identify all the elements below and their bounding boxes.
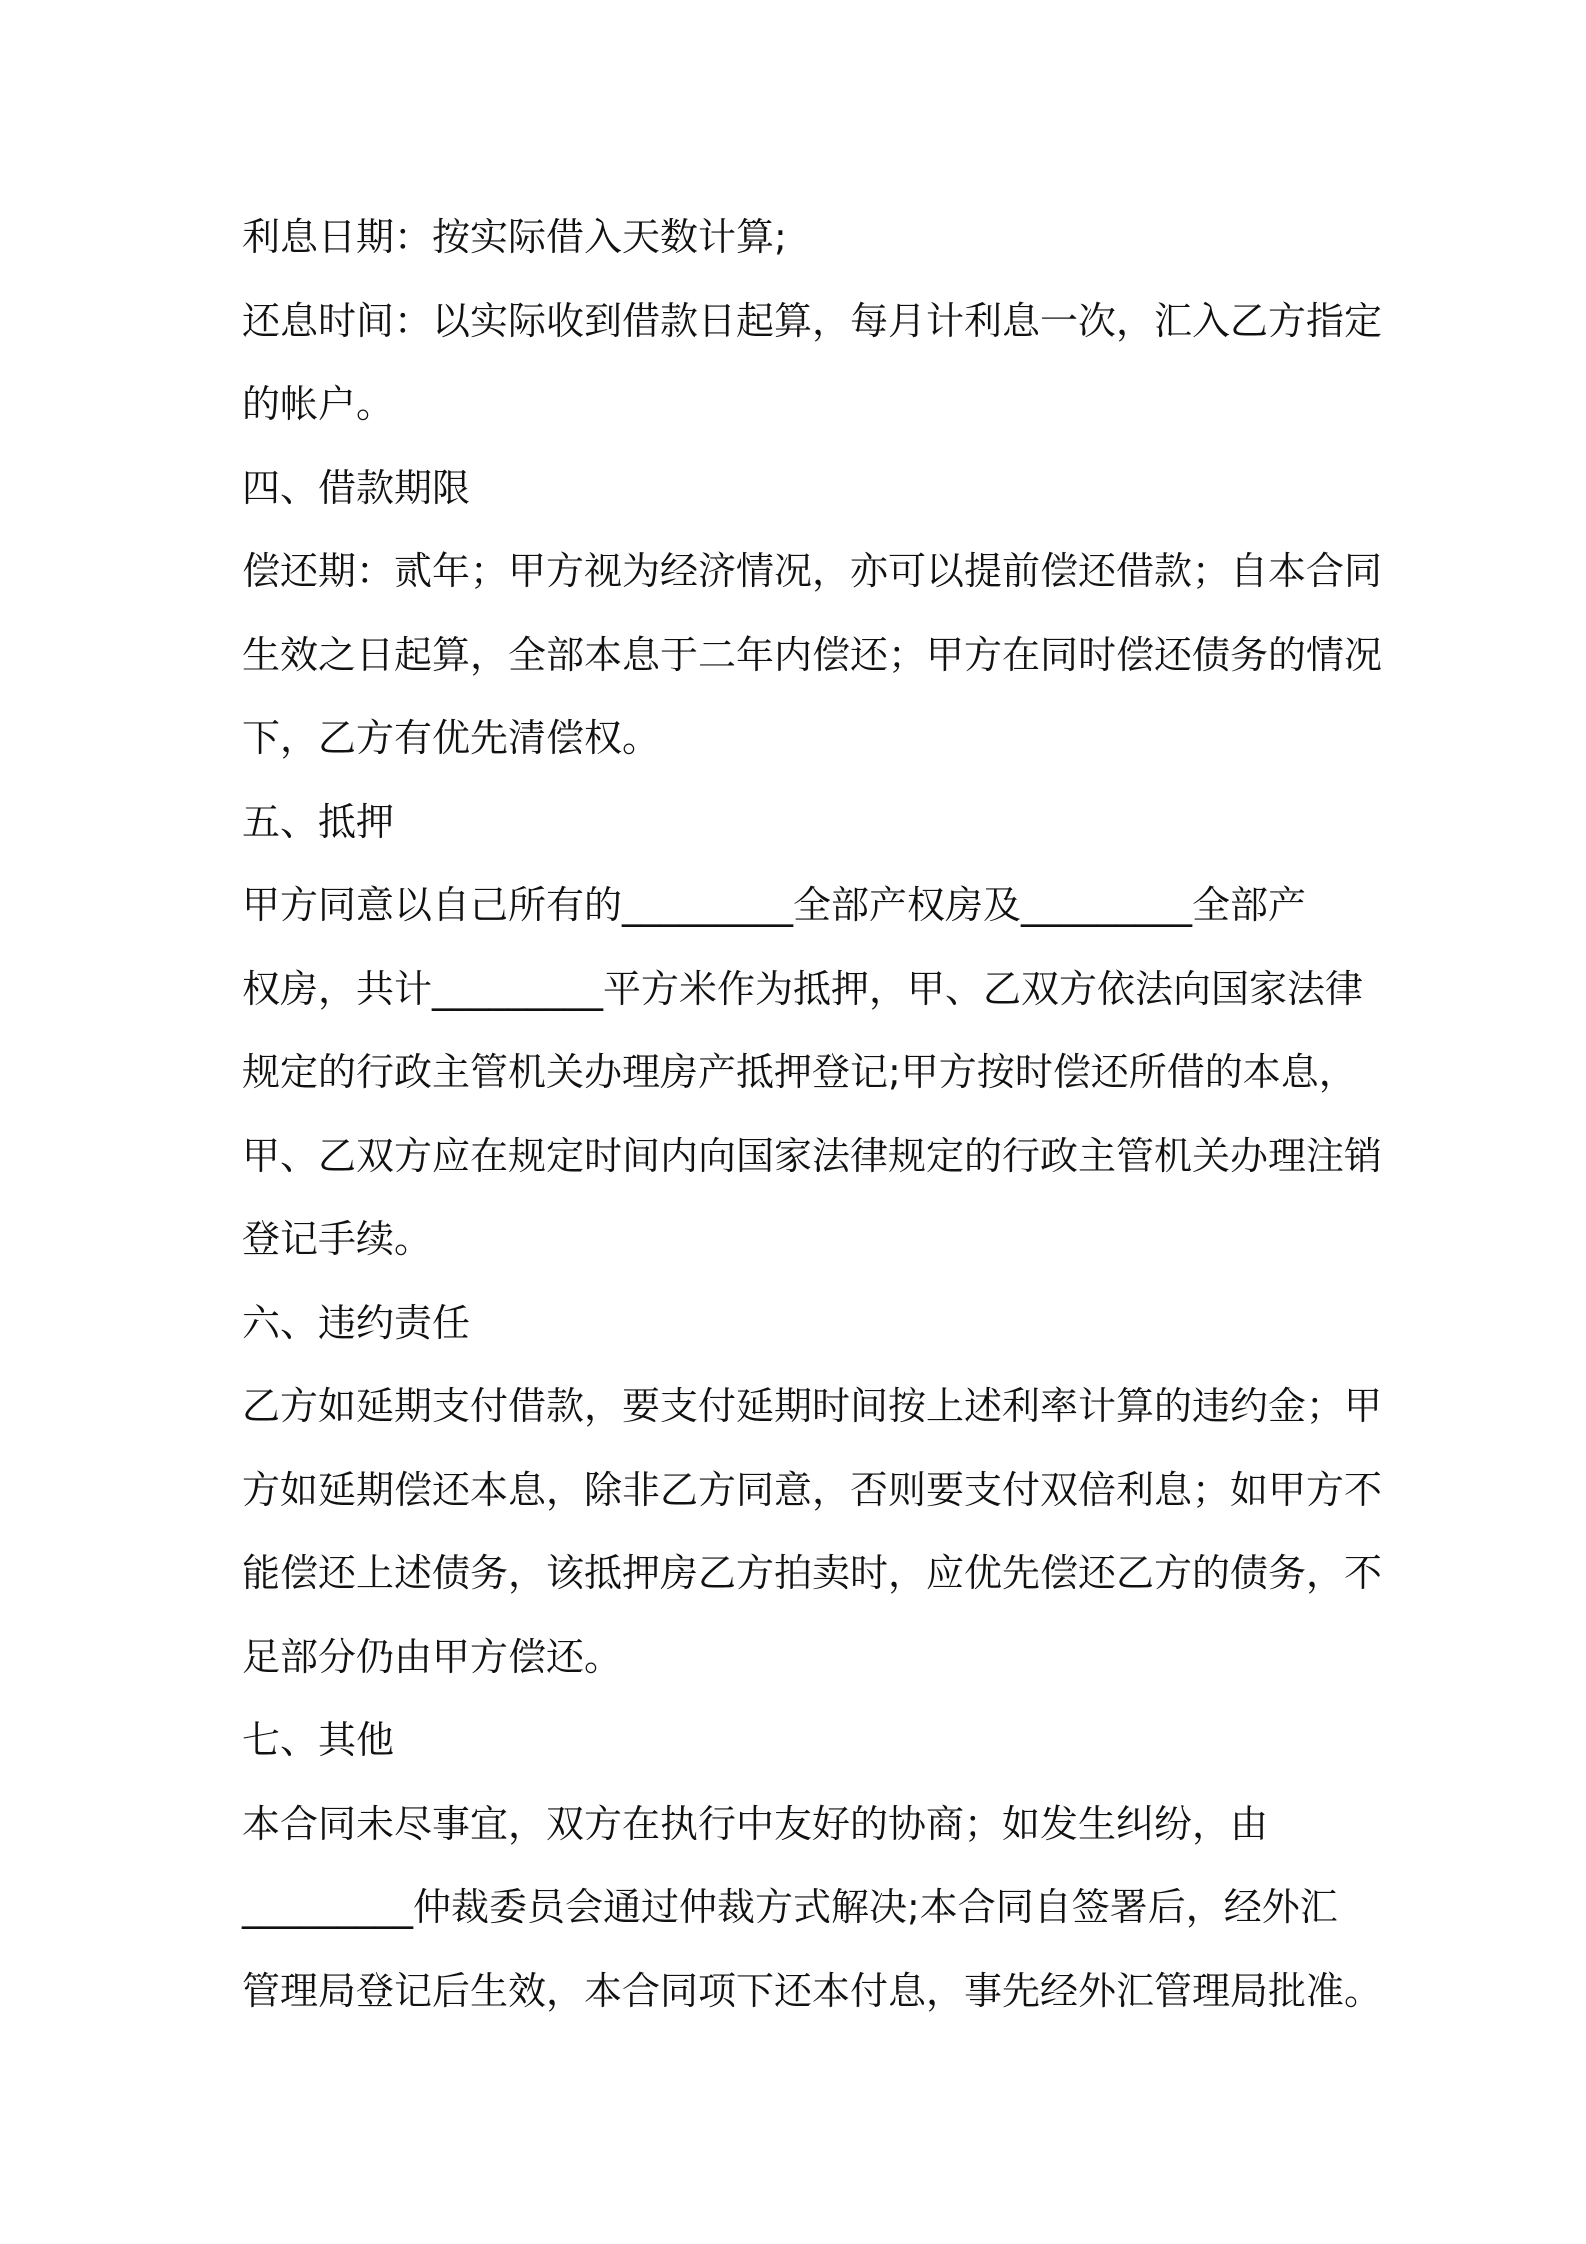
text-line-mortgage-1: 甲方同意以自己所有的_________全部产权房及_________全部产 [242,883,1307,927]
text-line-interest-payment-cont: 的帐户。 [242,382,395,426]
text-line-interest-payment: 还息时间：以实际收到借款日起算，每月计利息一次，汇入乙方指定 [242,298,1383,343]
text-line-repayment-1: 偿还期：贰年；甲方视为经济情况，亦可以提前偿还借款；自本合同 [242,549,1383,593]
text-line-interest-date: 利息日期：按实际借入天数计算; [242,215,787,259]
document-page [242,196,1383,2033]
section-heading-mortgage: 五、抵押 [242,799,395,844]
section-heading-other: 七、其他 [242,1718,395,1762]
text-line-other-1: 本合同未尽事宜，双方在执行中友好的协商；如发生纠纷，由 [242,1801,1269,1846]
text-line-breach-1: 乙方如延期支付借款，要支付延期时间按上述利率计算的违约金；甲 [242,1384,1383,1428]
text-line-mortgage-5: 登记手续。 [242,1217,433,1261]
text-line-mortgage-4: 甲、乙双方应在规定时间内向国家法律规定的行政主管机关办理注销 [242,1133,1383,1178]
text-line-repayment-3: 下，乙方有优先清偿权。 [242,716,661,760]
section-heading-breach-liability: 六、违约责任 [242,1300,471,1345]
text-line-repayment-2: 生效之日起算，全部本息于二年内偿还；甲方在同时偿还债务的情况 [242,632,1383,677]
text-line-mortgage-2: 权房，共计_________平方米作为抵押，甲、乙双方依法向国家法律 [242,966,1364,1011]
text-line-other-3: 管理局登记后生效，本合同项下还本付息，事先经外汇管理局批准。 [242,1968,1383,2013]
text-line-other-2: _________仲裁委员会通过仲裁方式解决;本合同自签署后，经外汇 [242,1885,1338,1929]
text-line-breach-3: 能偿还上述债务，该抵押房乙方拍卖时，应优先偿还乙方的债务，不 [242,1551,1383,1595]
text-line-mortgage-3: 规定的行政主管机关办理房产抵押登记;甲方按时偿还所借的本息， [242,1050,1357,1094]
text-line-breach-2: 方如延期偿还本息，除非乙方同意，否则要支付双倍利息；如甲方不 [242,1467,1383,1512]
text-line-breach-4: 足部分仍由甲方偿还。 [242,1634,623,1679]
section-heading-loan-term: 四、借款期限 [242,465,471,510]
